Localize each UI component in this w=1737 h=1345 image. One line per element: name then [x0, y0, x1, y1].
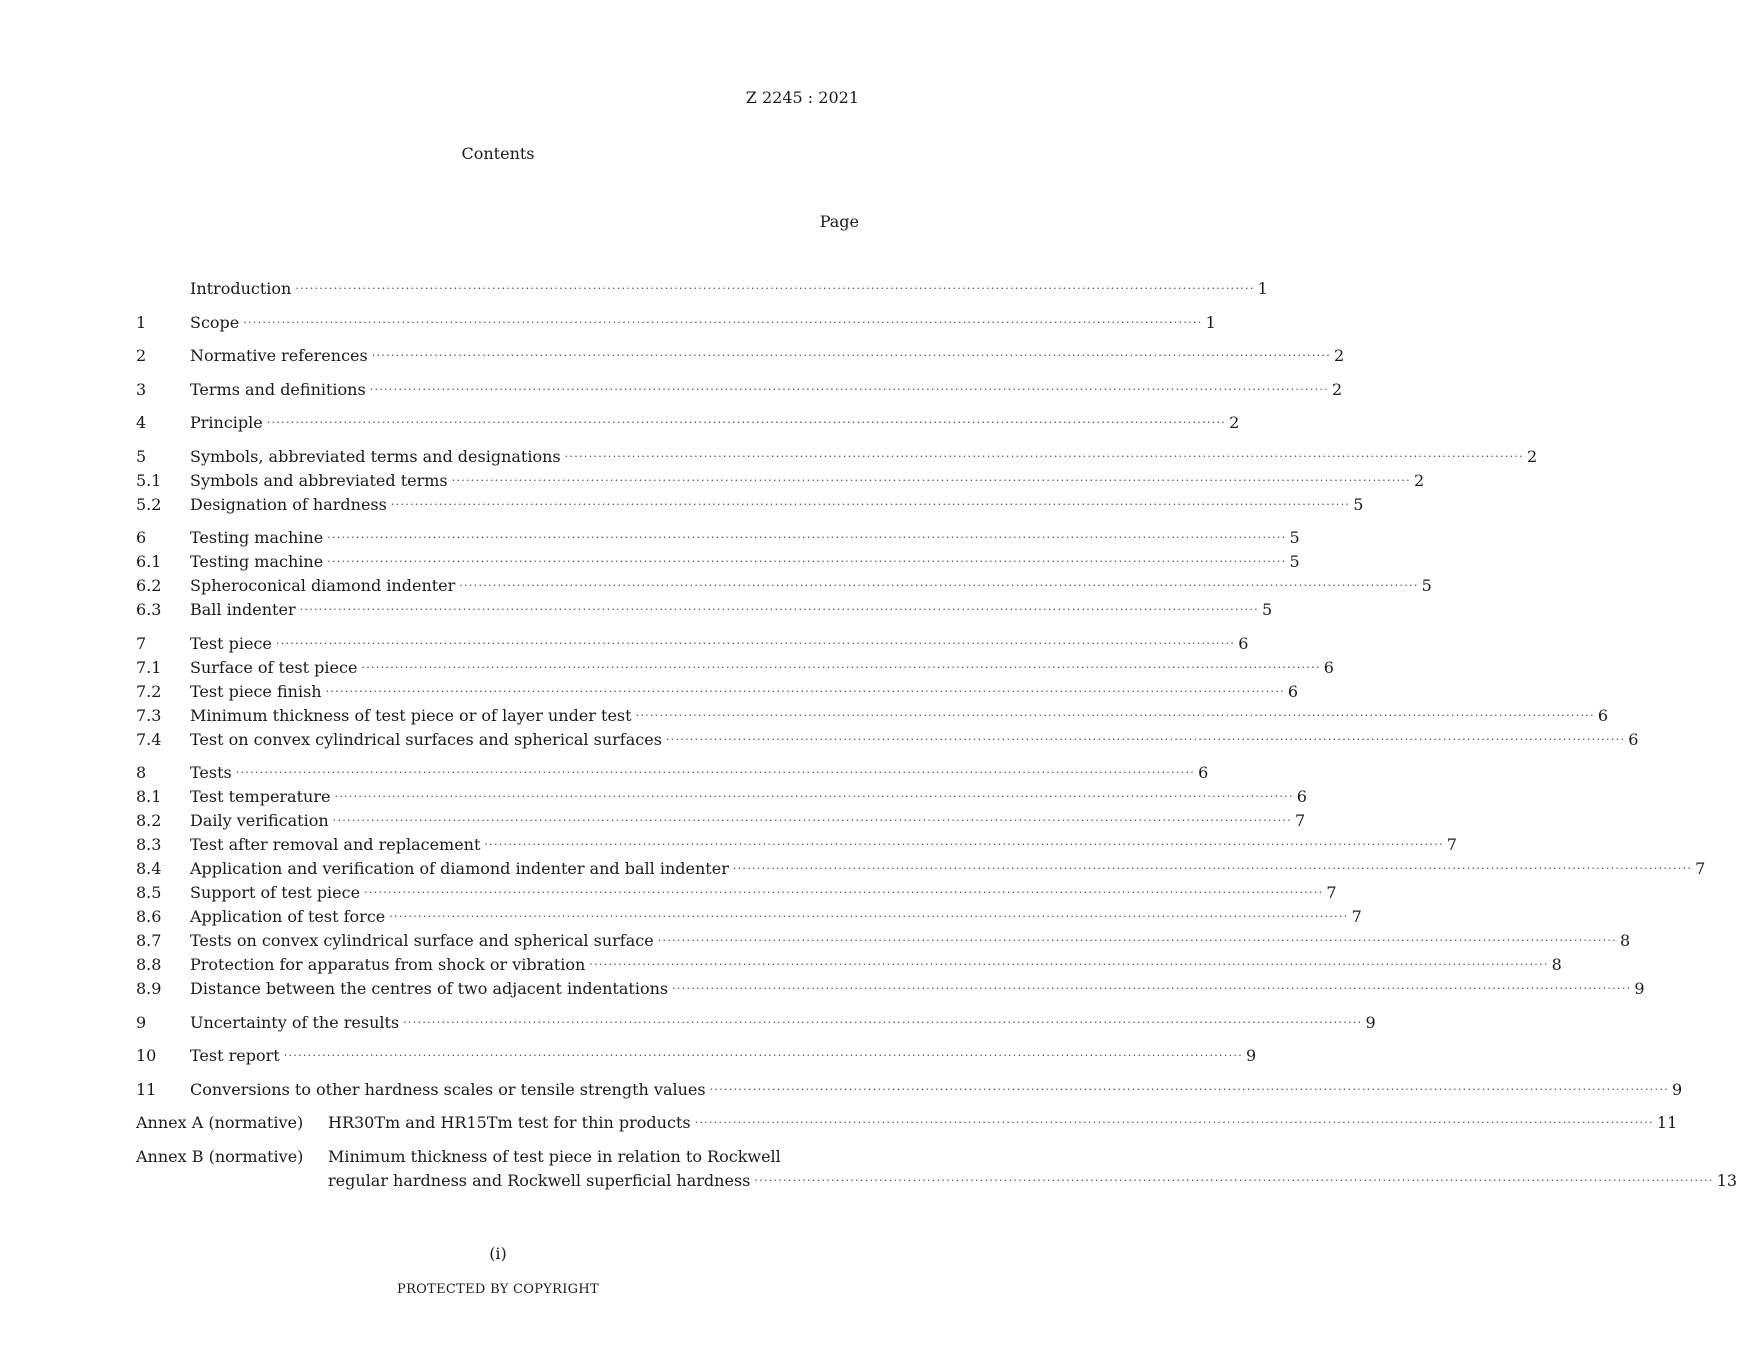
toc-entry-title: Surface of test piece: [190, 657, 358, 677]
dot-leader: ········································································································································································································: [754, 1173, 1714, 1187]
toc-entry-title: Scope: [190, 312, 240, 332]
toc-entry[interactable]: [136, 882, 1337, 906]
toc-entry-page: 6: [1597, 705, 1609, 725]
toc-entry-page: 7: [1294, 811, 1306, 830]
toc-entry-number: 5.2: [136, 494, 162, 514]
dot-leader: ········································································································································································································: [672, 982, 1632, 995]
toc-entry[interactable]: [136, 599, 1273, 623]
annex-label: Annex A (normative): [136, 1113, 304, 1132]
annex-title: HR30Tm and HR15Tm test for thin products: [328, 1113, 691, 1132]
toc-entry-title: Normative references: [190, 346, 368, 365]
toc-entry-page: 1: [1205, 312, 1216, 332]
toc-entry-number: 8.1: [136, 787, 162, 806]
dot-leader: ········································································································································································································: [327, 555, 1287, 568]
toc-entry[interactable]: [136, 551, 1300, 575]
toc-entry[interactable]: [136, 681, 1299, 705]
toc-entry-page: 6: [1296, 787, 1307, 806]
toc-entry-title: Testing machine: [190, 528, 324, 547]
toc-entry-page: 1: [1257, 279, 1268, 298]
toc-entry-page: 6: [1238, 633, 1249, 653]
toc-entry-page: 8: [1551, 955, 1562, 974]
toc-entry-page: 6: [1198, 763, 1209, 782]
dot-leader: ········································································································································································································: [266, 416, 1227, 429]
annex-title: regular hardness and Rockwell superficial hardness: [328, 1170, 751, 1190]
toc-entry-page: 7: [1351, 907, 1362, 926]
page-title: Contents: [461, 144, 535, 163]
dot-leader: ········································································································································································································: [709, 1082, 1669, 1096]
toc-entry[interactable]: [136, 345, 1345, 369]
toc-entry[interactable]: [136, 810, 1306, 834]
toc-entry-page: 6: [1323, 657, 1334, 677]
toc-entry-title: Introduction: [190, 279, 292, 298]
toc-entry-page: 9: [1365, 1012, 1376, 1032]
toc-entry-title: Minimum thickness of test piece or of layer under test: [190, 705, 632, 725]
dot-leader: ········································································································································································································: [275, 636, 1236, 650]
toc-entry-title: Test on convex cylindrical surfaces and spherical surfaces: [190, 729, 662, 749]
toc-entry-number: 7.4: [136, 729, 162, 749]
dot-leader: ········································································································································································································: [334, 790, 1294, 803]
toc-entry[interactable]: [136, 446, 1538, 470]
toc-entry-number: 8.8: [136, 955, 162, 974]
toc-entry[interactable]: [136, 1079, 1683, 1103]
toc-entry-page: 5: [1353, 494, 1364, 514]
dot-leader: ········································································································································································································: [325, 684, 1285, 698]
toc-entry[interactable]: [136, 379, 1343, 403]
toc-entry[interactable]: [136, 1045, 1257, 1069]
toc-entry-number: 8.6: [136, 907, 162, 926]
toc-entry-number: 1: [136, 312, 147, 332]
dot-leader: ········································································································································································································: [243, 315, 1203, 329]
toc-entry-title: Spheroconical diamond indenter: [190, 576, 456, 595]
toc-entry-number: 7.1: [136, 657, 162, 677]
toc-entry-page: 7: [1446, 835, 1457, 854]
toc-entry-title: Test after removal and replacement: [190, 835, 481, 854]
toc-entry-title: Principle: [190, 413, 263, 432]
toc-entry-page: 5: [1289, 528, 1300, 547]
toc-entry-page: 2: [1229, 413, 1240, 432]
toc-entry-title: Test piece finish: [190, 681, 322, 701]
annex-page: 11: [1656, 1113, 1678, 1132]
toc-entry-title: Terms and definitions: [190, 379, 366, 399]
toc-entry-title: Test piece: [190, 633, 272, 653]
dot-leader: ········································································································································································································: [657, 934, 1618, 947]
toc-entry-number: 9: [136, 1012, 147, 1032]
toc-entry[interactable]: [136, 906, 1362, 930]
toc-entry[interactable]: [136, 705, 1609, 729]
toc-entry[interactable]: [136, 494, 1364, 518]
toc-entry-number: 8.4: [136, 859, 162, 878]
toc-entry-number: 3: [136, 379, 147, 399]
toc-entry-page: 9: [1246, 1046, 1257, 1065]
toc-entry-page: 5: [1289, 552, 1300, 571]
toc-entry-number: 2: [136, 346, 147, 365]
toc-entry-number: 7.2: [136, 681, 162, 701]
toc-entry-number: 6.2: [136, 576, 162, 595]
dot-leader: ········································································································································································································: [327, 531, 1287, 544]
toc-entry-page: 8: [1620, 931, 1631, 950]
dot-leader: ········································································································································································································: [332, 814, 1292, 827]
toc-entry-title: Ball indenter: [190, 600, 296, 619]
toc-entry[interactable]: [136, 786, 1307, 810]
toc-entry-title: Tests on convex cylindrical surface and spherical surface: [190, 931, 654, 950]
toc-entry-number: 5: [136, 446, 147, 466]
dot-leader: ········································································································································································································: [283, 1049, 1244, 1062]
toc-entry-page: 6: [1628, 729, 1639, 749]
dot-leader: ········································································································································································································: [635, 708, 1595, 722]
dot-leader: ········································································································································································································: [564, 449, 1524, 463]
dot-leader: ········································································································································································································: [451, 473, 1411, 487]
toc-entry[interactable]: [136, 278, 1268, 302]
annex-title: Minimum thickness of test piece in relation to Rockwell: [328, 1146, 781, 1166]
toc-entry[interactable]: [136, 978, 1645, 1002]
dot-leader: ········································································································································································································: [371, 349, 1332, 362]
annex-label: Annex B (normative): [136, 1146, 304, 1166]
toc-entry-title: Daily verification: [190, 811, 329, 830]
toc-entry-page: 5: [1261, 600, 1273, 619]
dot-leader: ········································································································································································································: [295, 282, 1255, 295]
toc-entry-page: 6: [1287, 681, 1299, 701]
dot-leader: ········································································································································································································: [732, 862, 1693, 875]
page-column-label: Page: [819, 212, 859, 231]
toc-annex-entry[interactable]: [136, 1146, 1737, 1194]
dot-leader: ········································································································································································································: [369, 382, 1330, 396]
dot-leader: ········································································································································································································: [361, 660, 1321, 674]
dot-leader: ········································································································································································································: [589, 958, 1549, 971]
toc-entry[interactable]: [136, 470, 1425, 494]
toc-entry[interactable]: [136, 312, 1216, 336]
toc-entry-page: 2: [1526, 446, 1538, 466]
toc-entry[interactable]: [136, 633, 1249, 657]
toc-entry-number: 8.9: [136, 979, 162, 998]
toc-entry[interactable]: [136, 834, 1457, 858]
toc-entry-title: Test temperature: [190, 787, 331, 806]
toc-entry-number: 8: [136, 763, 147, 782]
toc-entry-number: 6: [136, 528, 147, 547]
toc-entry[interactable]: [136, 762, 1209, 786]
toc-entry-page: 2: [1413, 470, 1425, 490]
toc-entry-number: 6.3: [136, 600, 162, 619]
toc-entry[interactable]: [136, 930, 1631, 954]
toc-entry-title: Symbols and abbreviated terms: [190, 470, 448, 490]
toc-entry-number: 11: [136, 1079, 157, 1099]
toc-entry[interactable]: [136, 729, 1639, 753]
toc-entry[interactable]: [136, 1012, 1376, 1036]
toc-entry-number: 8.2: [136, 811, 162, 830]
toc-entry-number: 4: [136, 413, 147, 432]
toc-entry-number: 10: [136, 1046, 157, 1065]
toc-entry-number: 5.1: [136, 470, 162, 490]
dot-leader: ········································································································································································································: [459, 579, 1419, 592]
toc-entry-title: Protection for apparatus from shock or vibration: [190, 955, 586, 974]
toc-entry-number: 8.5: [136, 883, 162, 902]
dot-leader: ········································································································································································································: [484, 838, 1444, 851]
dot-leader: ········································································································································································································: [694, 1116, 1654, 1129]
toc-entry-page: 9: [1634, 979, 1645, 998]
toc-entry[interactable]: [136, 657, 1334, 681]
dot-leader: ········································································································································································································: [403, 1015, 1363, 1029]
copyright-notice: PROTECTED BY COPYRIGHT: [397, 1282, 599, 1297]
toc-entry-title: Conversions to other hardness scales or tensile strength values: [190, 1079, 706, 1099]
toc-entry-title: Designation of hardness: [190, 494, 387, 514]
toc-entry-number: 8.3: [136, 835, 162, 854]
toc-entry-page: 2: [1332, 379, 1343, 399]
toc-entry-title: Support of test piece: [190, 883, 361, 902]
toc-entry-page: 5: [1421, 576, 1432, 595]
toc-entry-page: 7: [1326, 883, 1337, 902]
dot-leader: ········································································································································································································: [299, 603, 1259, 616]
toc-entry-title: Application and verification of diamond indenter and ball indenter: [190, 859, 729, 878]
toc-annex-entry[interactable]: [136, 1112, 1678, 1136]
toc-entry-number: 6.1: [136, 552, 162, 571]
toc-entry-page: 7: [1695, 859, 1706, 878]
dot-leader: ········································································································································································································: [235, 766, 1196, 779]
toc-entry-page: 2: [1334, 346, 1345, 365]
toc-entry[interactable]: [136, 858, 1706, 882]
toc-entry[interactable]: [136, 527, 1300, 551]
dot-leader: ········································································································································································································: [364, 886, 1324, 899]
toc-entry-number: 7: [136, 633, 147, 653]
toc-entry-title: Testing machine: [190, 552, 324, 571]
toc-entry[interactable]: [136, 412, 1240, 436]
toc-entry[interactable]: [136, 954, 1562, 978]
toc-entry-number: 8.7: [136, 931, 162, 950]
dot-leader: ········································································································································································································: [389, 910, 1349, 923]
annex-page: 13: [1716, 1170, 1737, 1190]
toc-entry-title: Distance between the centres of two adjacent indentations: [190, 979, 669, 998]
page-folio: (i): [489, 1244, 507, 1263]
toc-entry-number: 7.3: [136, 705, 162, 725]
dot-leader: ········································································································································································································: [390, 497, 1351, 511]
document-id: Z 2245 : 2021: [745, 88, 859, 107]
toc-entry-title: Tests: [190, 763, 232, 782]
toc-entry[interactable]: [136, 575, 1432, 599]
toc-entry-page: 9: [1671, 1079, 1683, 1099]
toc-entry-title: Symbols, abbreviated terms and designations: [190, 446, 561, 466]
toc-entry-number: [136, 278, 190, 302]
dot-leader: ········································································································································································································: [665, 732, 1626, 746]
toc-entry-title: Test report: [190, 1046, 280, 1065]
toc-entry-title: Uncertainty of the results: [190, 1012, 400, 1032]
table-of-contents: [136, 278, 1737, 1194]
toc-entry-title: Application of test force: [190, 907, 386, 926]
